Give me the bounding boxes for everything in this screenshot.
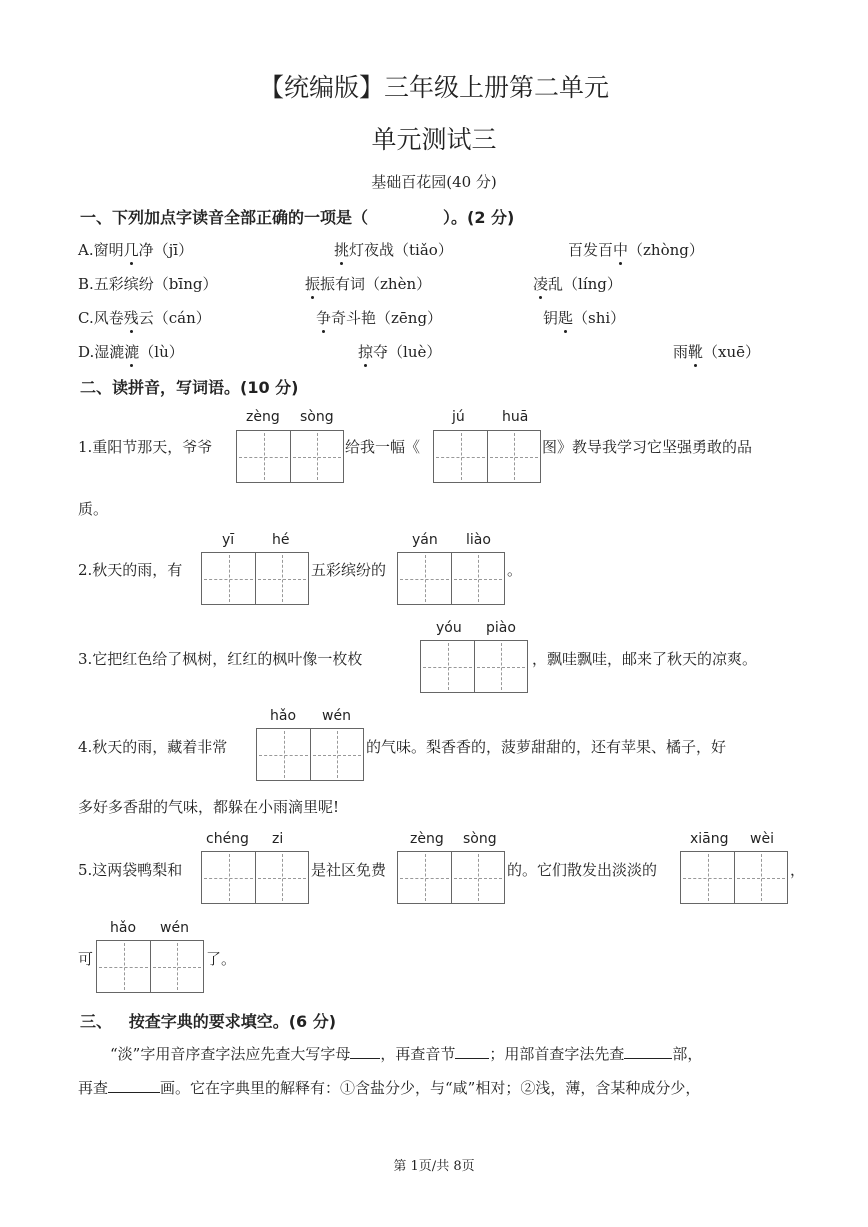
sentence-text: 的。它们散发出淡淡的 xyxy=(507,861,658,879)
sentence-text: 4.秋天的雨，藏着非常 xyxy=(78,738,228,756)
sentence-text: 可 xyxy=(78,950,94,968)
option-label: B. xyxy=(78,275,94,293)
option-label: A. xyxy=(78,241,94,259)
option-label: C. xyxy=(78,309,94,327)
option-d-item-2: 掠夺（luè） xyxy=(358,343,442,361)
writing-cell[interactable] xyxy=(290,431,343,482)
dotted-char: 几 xyxy=(123,241,139,259)
dotted-char: 凌 xyxy=(533,275,549,293)
fill-blank[interactable] xyxy=(455,1044,489,1059)
option-a: A.窗明几净（jī） xyxy=(78,241,194,259)
writing-grid[interactable] xyxy=(236,430,344,483)
pinyin: sòng xyxy=(300,409,334,425)
pinyin: huā xyxy=(502,409,529,425)
option-a-item-2: 挑灯夜战（tiǎo） xyxy=(334,241,453,259)
q1-heading xyxy=(80,205,514,228)
dotted-char: 匙 xyxy=(558,309,574,327)
q2-heading: 二、读拼音，写词语。(10 分) xyxy=(80,378,299,397)
fill-blank[interactable] xyxy=(624,1044,672,1059)
option-b-item-2: 振振有词（zhèn） xyxy=(305,275,432,293)
option-c-item-3: 钥匙（shi） xyxy=(543,309,626,327)
sentence-text: 5.这两袋鸭梨和 xyxy=(78,861,183,879)
q3-line-2: 再查 画。它在字典里的解释有：①含盐分少，与“咸”相对；②浅，薄，含某种成分少， xyxy=(78,1079,701,1097)
pinyin: piào xyxy=(486,620,516,636)
writing-grid[interactable] xyxy=(420,640,528,693)
sentence-text: 多好多香甜的气味，都躲在小雨滴里呢! xyxy=(78,798,340,816)
q1-heading-a: 一、下列加点字读音全部正确的一项是（ xyxy=(80,208,369,227)
part-heading: 基础百花园(40 分) xyxy=(371,173,497,191)
option-b: B.五彩缤纷（bīng） xyxy=(78,275,218,293)
writing-grid[interactable] xyxy=(397,851,505,904)
pinyin: yī xyxy=(222,532,235,548)
option-label: D. xyxy=(78,343,95,361)
pinyin: hǎo xyxy=(270,708,297,724)
sentence-text: ， xyxy=(790,861,806,879)
pinyin: wén xyxy=(322,708,351,724)
pinyin: liào xyxy=(466,532,491,548)
q3-heading: 三、 按查字典的要求填空。(6 分) xyxy=(80,1012,337,1031)
page-subtitle: 单元测试三 xyxy=(371,125,497,154)
sentence-text: 2.秋天的雨，有 xyxy=(78,561,183,579)
q3-line-1: “淡”字用音序查字法应先查大写字母 ，再查音节 ；用部首查字法先查 部， xyxy=(110,1045,703,1063)
dotted-char: 中 xyxy=(613,241,629,259)
sentence-text: 五彩缤纷的 xyxy=(311,561,387,579)
writing-cell[interactable] xyxy=(255,852,308,903)
sentence-text: 1.重阳节那天，爷爷 xyxy=(78,438,213,456)
page-title: 【统编版】三年级上册第二单元 xyxy=(258,73,609,102)
writing-cell[interactable] xyxy=(257,729,310,780)
dotted-char: 靴 xyxy=(688,343,704,361)
page-number: 第 1页/共 8页 xyxy=(393,1159,475,1174)
writing-grid[interactable] xyxy=(201,851,309,904)
option-d-item-3: 雨靴（xuē） xyxy=(673,343,761,361)
writing-cell[interactable] xyxy=(734,852,787,903)
sentence-text: 质。 xyxy=(78,500,109,518)
writing-grid[interactable] xyxy=(433,430,541,483)
writing-cell[interactable] xyxy=(202,553,255,604)
option-c-item-2: 争奇斗艳（zēng） xyxy=(316,309,443,327)
pinyin: jú xyxy=(452,409,465,425)
sentence-text: 了。 xyxy=(206,950,237,968)
writing-cell[interactable] xyxy=(310,729,363,780)
option-d: D.湿漉漉（lù） xyxy=(78,343,184,361)
pinyin: zi xyxy=(272,831,284,847)
pinyin: yóu xyxy=(436,620,462,636)
sentence-text: 是社区免费 xyxy=(311,861,387,879)
writing-cell[interactable] xyxy=(398,852,451,903)
writing-cell[interactable] xyxy=(451,852,504,903)
pinyin: hǎo xyxy=(110,920,137,936)
pinyin: zèng xyxy=(410,831,444,847)
writing-cell[interactable] xyxy=(255,553,308,604)
q1-heading-b: ）。(2 分) xyxy=(443,208,515,227)
fill-blank[interactable] xyxy=(108,1078,160,1093)
writing-grid[interactable] xyxy=(397,552,505,605)
pinyin: zèng xyxy=(246,409,280,425)
writing-grid[interactable] xyxy=(201,552,309,605)
option-c: C.风卷残云（cán） xyxy=(78,309,211,327)
pinyin: sòng xyxy=(463,831,497,847)
writing-grid[interactable] xyxy=(256,728,364,781)
sentence-text: ，飘哇飘哇，邮来了秋天的凉爽。 xyxy=(532,650,758,668)
dotted-char: 漉 xyxy=(124,343,140,361)
writing-grid[interactable] xyxy=(96,940,204,993)
pinyin: chéng xyxy=(206,831,249,847)
sentence-text: 给我一幅《 xyxy=(345,438,421,456)
writing-cell[interactable] xyxy=(451,553,504,604)
writing-cell[interactable] xyxy=(150,941,203,992)
writing-grid[interactable] xyxy=(680,851,788,904)
fill-blank[interactable] xyxy=(350,1044,380,1059)
sentence-text: 的气味。梨香香的，菠萝甜甜的，还有苹果、橘子，好 xyxy=(366,738,727,756)
dotted-char: 争 xyxy=(316,309,332,327)
writing-cell[interactable] xyxy=(237,431,290,482)
sentence-text: 。 xyxy=(507,561,523,579)
option-b-item-3: 凌乱（líng） xyxy=(533,275,622,293)
writing-cell[interactable] xyxy=(434,431,487,482)
writing-cell[interactable] xyxy=(421,641,474,692)
writing-cell[interactable] xyxy=(202,852,255,903)
dotted-char: 掠 xyxy=(358,343,374,361)
writing-cell[interactable] xyxy=(398,553,451,604)
pinyin: xiāng xyxy=(690,831,729,847)
sentence-text: 3.它把红色给了枫树，红红的枫叶像一枚枚 xyxy=(78,650,363,668)
pinyin: hé xyxy=(272,532,290,548)
writing-cell[interactable] xyxy=(474,641,527,692)
dotted-char: 挑 xyxy=(334,241,350,259)
writing-cell[interactable] xyxy=(681,852,734,903)
dotted-char: 振 xyxy=(305,275,321,293)
writing-cell[interactable] xyxy=(487,431,540,482)
writing-cell[interactable] xyxy=(97,941,150,992)
sentence-text: 图》教导我学习它坚强勇敢的品 xyxy=(542,438,753,456)
pinyin: wèi xyxy=(750,831,774,847)
dotted-char: 残 xyxy=(123,309,139,327)
option-a-item-3: 百发百中（zhòng） xyxy=(568,241,704,259)
pinyin: wén xyxy=(160,920,189,936)
pinyin: yán xyxy=(412,532,438,548)
